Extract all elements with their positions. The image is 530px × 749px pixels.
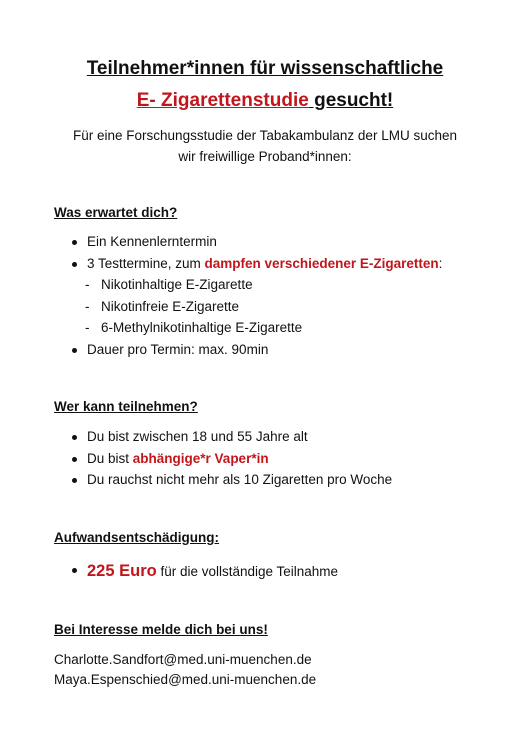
list-item — [72, 559, 338, 583]
intro-text — [0, 125, 530, 167]
sub-list-item: - 6-Methylnikotinhaltige E-Zigarette — [70, 317, 442, 339]
list-item-text: 3 Testtermine, zum — [87, 255, 205, 271]
list-item: Ein Kennenlerntermin — [72, 231, 442, 253]
section-heading-contact: Bei Interesse melde dich bei uns! — [54, 622, 268, 637]
email-link[interactable]: Charlotte.Sandfort@med.uni-muenchen.de — [54, 652, 312, 667]
expectations-list — [72, 231, 442, 360]
list-item — [72, 253, 442, 275]
compensation-list — [72, 559, 338, 583]
intro-line2: wir freiwillige Proband*innen: — [178, 149, 352, 164]
list-item-text: : — [438, 255, 443, 271]
contact-emails — [54, 650, 316, 690]
price-amount: 225 Euro — [87, 562, 157, 580]
flyer-title-line2 — [0, 90, 530, 112]
list-item-highlight: abhängige*r Vaper*in — [132, 450, 269, 466]
title-suffix: gesucht! — [308, 90, 394, 111]
list-item-text: Du bist — [87, 450, 133, 466]
sub-list-item: - Nikotinfreie E-Zigarette — [70, 296, 442, 318]
list-item: Du bist zwischen 18 und 55 Jahre alt — [72, 426, 392, 448]
flyer-title-line1: Teilnehmer*innen für wissenschaftliche — [86, 58, 444, 79]
section-heading-compensation: Aufwandsentschädigung: — [54, 530, 219, 545]
section-heading-eligibility: Wer kann teilnehmen? — [54, 399, 198, 414]
list-item-highlight: dampfen verschiedener E-Zigaretten — [204, 255, 439, 271]
email-link[interactable]: Maya.Espenschied@med.uni-muenchen.de — [54, 672, 317, 687]
list-item — [72, 448, 392, 470]
list-item: Dauer pro Termin: max. 90min — [72, 339, 442, 361]
eligibility-list — [72, 426, 392, 491]
intro-line1: Für eine Forschungsstudie der Tabakambulanz der LMU suchen — [73, 128, 457, 143]
section-heading-expectations: Was erwartet dich? — [54, 205, 178, 220]
sub-list-item: - Nikotinhaltige E-Zigarette — [70, 274, 442, 296]
list-item-text: für die vollständige Teilnahme — [156, 564, 339, 579]
list-item: Du rauchst nicht mehr als 10 Zigaretten pro Woche — [72, 469, 392, 491]
title-highlight: E- Zigarettenstudie — [136, 90, 309, 111]
